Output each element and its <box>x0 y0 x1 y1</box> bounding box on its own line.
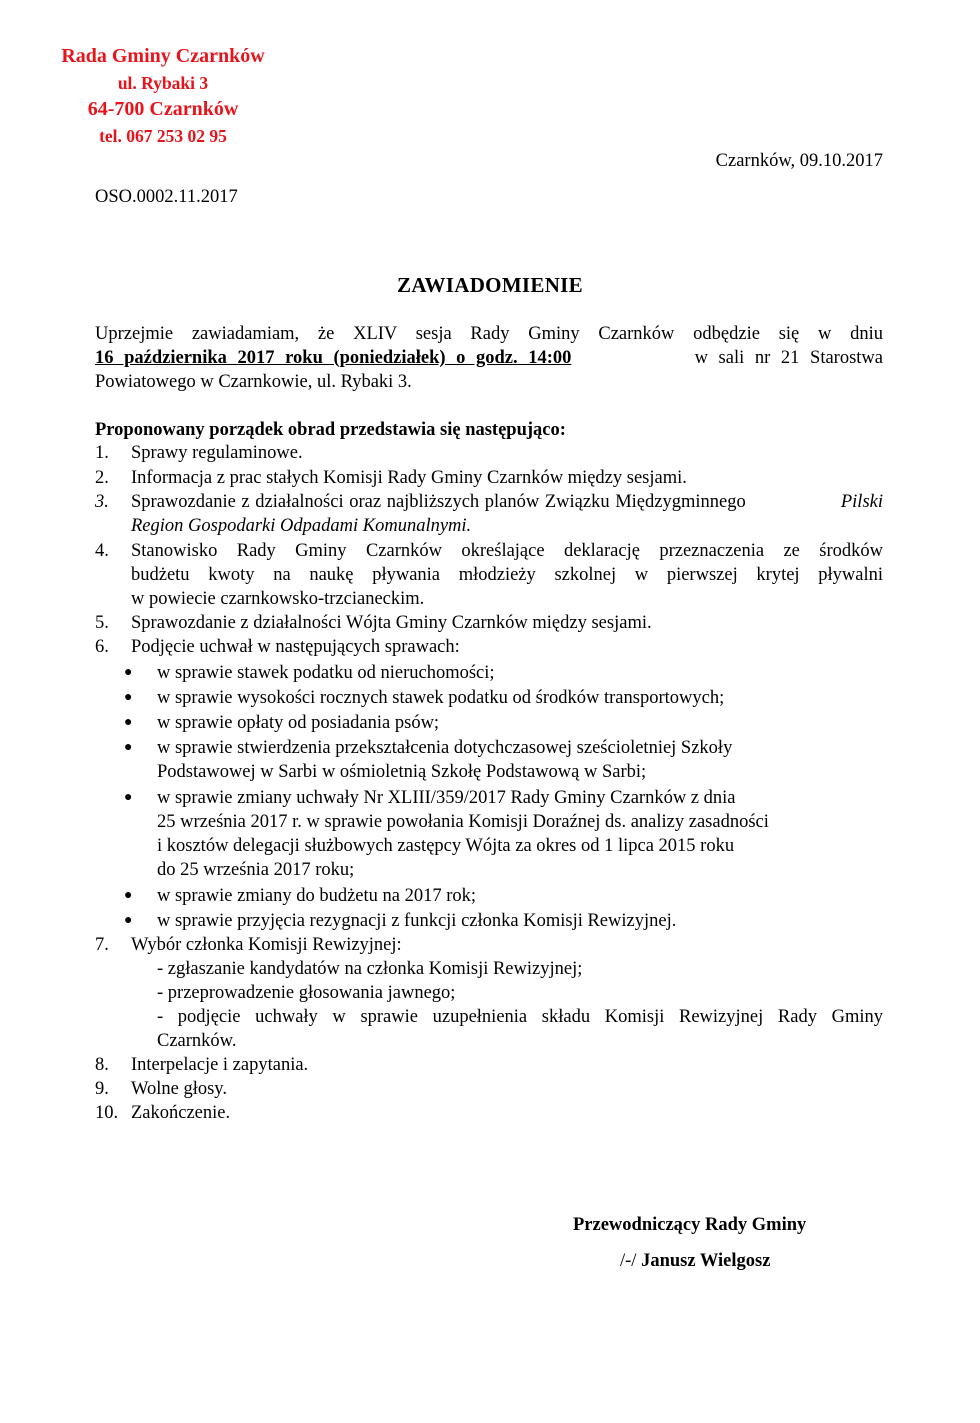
agenda-item-continuation <box>0 563 980 587</box>
bullet-text: i kosztów delegacji służbowych zastępcy Wójta za okres od 1 lipca 2015 roku <box>157 836 735 856</box>
dash-item: - zgłaszanie kandydatów na członka Komisji Rewizyjnej; <box>157 959 583 979</box>
agenda-item <box>0 1077 980 1101</box>
agenda-number: 6. <box>95 637 109 657</box>
dash-item: - przeprowadzenie głosowania jawnego; <box>157 983 456 1003</box>
agenda-text-italic: Region Gospodarki Odpadami Komunalnymi. <box>131 516 472 536</box>
bullet-icon: ● <box>124 888 133 903</box>
meeting-date: 16 października 2017 roku (poniedziałek) o godz. 14:00 <box>95 348 572 368</box>
bullet-text: Podstawowej w Sarbi w ośmioletnią Szkołę Podstawową w Sarbi; <box>157 762 647 782</box>
agenda-text: Stanowisko Rady Gminy Czarnków określające deklarację przeznaczenia ze środków <box>131 541 883 561</box>
agenda-text: Sprawy regulaminowe. <box>131 443 303 463</box>
letterhead-street: ul. Rybaki 3 <box>117 73 209 93</box>
intro-paragraph <box>95 322 883 394</box>
reference-number: OSO.0002.11.2017 <box>95 187 238 207</box>
signature-name: Janusz Wielgosz <box>641 1251 771 1271</box>
bullet-text: do 25 września 2017 roku; <box>157 860 355 880</box>
bullet-text: 25 września 2017 r. w sprawie powołania Komisji Doraźnej ds. analizy zasadności <box>157 812 769 832</box>
agenda-number: 1. <box>95 443 109 463</box>
bullet-icon: ● <box>124 715 133 730</box>
signature-role: Przewodniczący Rady Gminy <box>573 1215 807 1235</box>
letterhead-org: Rada Gminy Czarnków <box>61 45 265 67</box>
bullet-icon: ● <box>124 665 133 680</box>
agenda-number: 3. <box>95 492 109 512</box>
intro-line-2 <box>95 346 883 370</box>
agenda-item <box>0 611 980 635</box>
agenda-item <box>0 933 980 957</box>
agenda-text: Informacja z prac stałych Komisji Rady Gminy Czarnków między sesjami. <box>131 468 687 488</box>
bullet-text: w sprawie stawek podatku od nieruchomości; <box>157 663 495 683</box>
bullet-text: w sprawie przyjęcia rezygnacji z funkcji członka Komisji Rewizyjnej. <box>157 911 677 931</box>
agenda-item-continuation <box>0 514 980 538</box>
agenda-text: Wybór członka Komisji Rewizyjnej: <box>131 935 402 955</box>
agenda-text: Zakończenie. <box>131 1103 231 1123</box>
agenda-number: 7. <box>95 935 109 955</box>
agenda-number: 10. <box>95 1103 119 1123</box>
bullet-icon: ● <box>124 740 133 755</box>
bullet-text: w sprawie wysokości rocznych stawek podatku od środków transportowych; <box>157 688 725 708</box>
bullet-text: w sprawie zmiany uchwały Nr XLIII/359/2017 Rady Gminy Czarnków z dnia <box>157 788 736 808</box>
signature-prefix: /-/ <box>620 1251 642 1271</box>
agenda-text: Wolne głosy. <box>131 1079 227 1099</box>
dash-item: Czarnków. <box>157 1031 237 1051</box>
agenda-number: 8. <box>95 1055 109 1075</box>
agenda-number: 5. <box>95 613 109 633</box>
agenda-item <box>0 441 980 465</box>
bullet-icon: ● <box>124 690 133 705</box>
letterhead-city: 64-700 Czarnków <box>87 98 239 120</box>
agenda-text <box>131 490 883 514</box>
letterhead-phone: tel. 067 253 02 95 <box>99 126 227 146</box>
bullet-text: w sprawie zmiany do budżetu na 2017 rok; <box>157 886 477 906</box>
signature-line <box>620 1251 770 1272</box>
agenda-item <box>0 466 980 490</box>
place-date: Czarnków, 09.10.2017 <box>715 151 883 171</box>
bullet-icon: ● <box>124 790 133 805</box>
bullet-text: w sprawie stwierdzenia przekształcenia dotychczasowej sześcioletniej Szkoły <box>157 738 733 758</box>
agenda-number: 4. <box>95 541 109 561</box>
agenda-item <box>0 1101 980 1125</box>
intro-line-1: Uprzejmie zawiadamiam, że XLIV sesja Rady Gminy Czarnków odbędzie się w dniu <box>95 324 883 344</box>
agenda-item <box>0 490 980 514</box>
agenda-heading: Proponowany porządek obrad przedstawia się następująco: <box>95 420 566 440</box>
agenda-text: Interpelacje i zapytania. <box>131 1055 309 1075</box>
meeting-room: w sali nr 21 Starostwa <box>683 348 883 368</box>
agenda-text: budżetu kwoty na naukę pływania młodzieży szkolnej w pierwszej krytej pływalni <box>131 565 883 585</box>
agenda-text: Podjęcie uchwał w następujących sprawach: <box>131 637 460 657</box>
dash-item: - podjęcie uchwały w sprawie uzupełnienia składu Komisji Rewizyjnej Rady Gminy <box>157 1007 883 1027</box>
agenda-item-continuation <box>0 587 980 611</box>
agenda-text: w powiecie czarnkowsko-trzcianeckim. <box>131 589 425 609</box>
agenda-text-italic: Pilski <box>840 492 883 512</box>
agenda-item <box>0 635 980 659</box>
agenda-item <box>0 539 980 563</box>
agenda-number: 9. <box>95 1079 109 1099</box>
agenda-item <box>0 1053 980 1077</box>
bullet-text: w sprawie opłaty od posiadania psów; <box>157 713 440 733</box>
document-title: ZAWIADOMIENIE <box>397 273 583 297</box>
bullet-icon: ● <box>124 913 133 928</box>
agenda-text-plain: Sprawozdanie z działalności oraz najbliższych planów Związku Międzygminnego <box>131 492 752 512</box>
agenda-number: 2. <box>95 468 109 488</box>
intro-line-3: Powiatowego w Czarnkowie, ul. Rybaki 3. <box>95 372 412 392</box>
agenda-text: Sprawozdanie z działalności Wójta Gminy Czarnków między sesjami. <box>131 613 652 633</box>
